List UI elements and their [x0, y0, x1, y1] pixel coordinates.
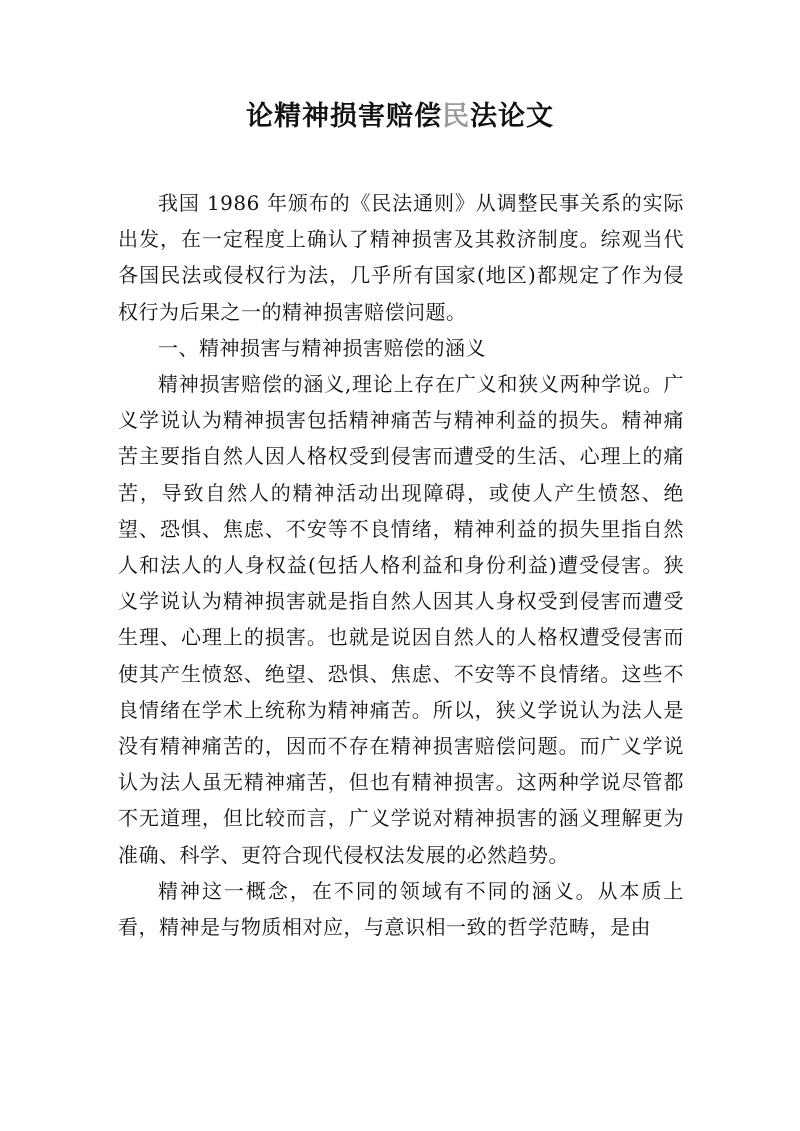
- document-body: [118, 185, 684, 945]
- paragraph-definition: 精神损害赔偿的涵义,理论上存在广义和狭义两种学说。广义学说认为精神损害包括精神痛苦与精神利益的损失。精神痛苦主要指自然人因人格权受到侵害而遭受的生活、心理上的痛苦，导致自然人的精神活动出现障碍，或使人产生愤怒、绝望、恐惧、焦虑、不安等不良情绪，精神利益的损失里指自然人和法人的人身权益(包括人格利益和身份利益)遭受侵害。狭义学说认为精神损害就是指自然人因其人身权受到侵害而遭受生理、心理上的损害。也就是说因自然人的人格权遭受侵害而使其产生愤怒、绝望、恐惧、焦虑、不安等不良情绪。这些不良情绪在学术上统称为精神痛苦。所以，狭义学说认为法人是没有精神痛苦的，因而不存在精神损害赔偿问题。而广义学说认为法人虽无精神痛苦，但也有精神损害。这两种学说尽管都不无道理，但比较而言，广义学说对精神损害的涵义理解更为准确、科学、更符合现代侵权法发展的必然趋势。: [118, 372, 684, 867]
- title-text-after: 法论文: [470, 101, 554, 132]
- paragraph-intro: 我国 1986 年颁布的《民法通则》从调整民事关系的实际出发，在一定程度上确认了精神损害及其救济制度。综观当代各国民法或侵权行为法，几乎所有国家(地区)都规定了作为侵权行为后果之一的精神损害赔偿问题。: [118, 191, 684, 324]
- page-title: [0, 97, 800, 137]
- paragraph-spirit-concept: 精神这一概念，在不同的领域有不同的涵义。从本质上看，精神是与物质相对应，与意识相一致的哲学范畴，是由: [118, 878, 684, 940]
- title-highlight-char: 民: [442, 101, 470, 132]
- title-text-before: 论精神损害赔偿: [246, 101, 442, 132]
- section-heading: 一、精神损害与精神损害赔偿的涵义: [158, 335, 486, 360]
